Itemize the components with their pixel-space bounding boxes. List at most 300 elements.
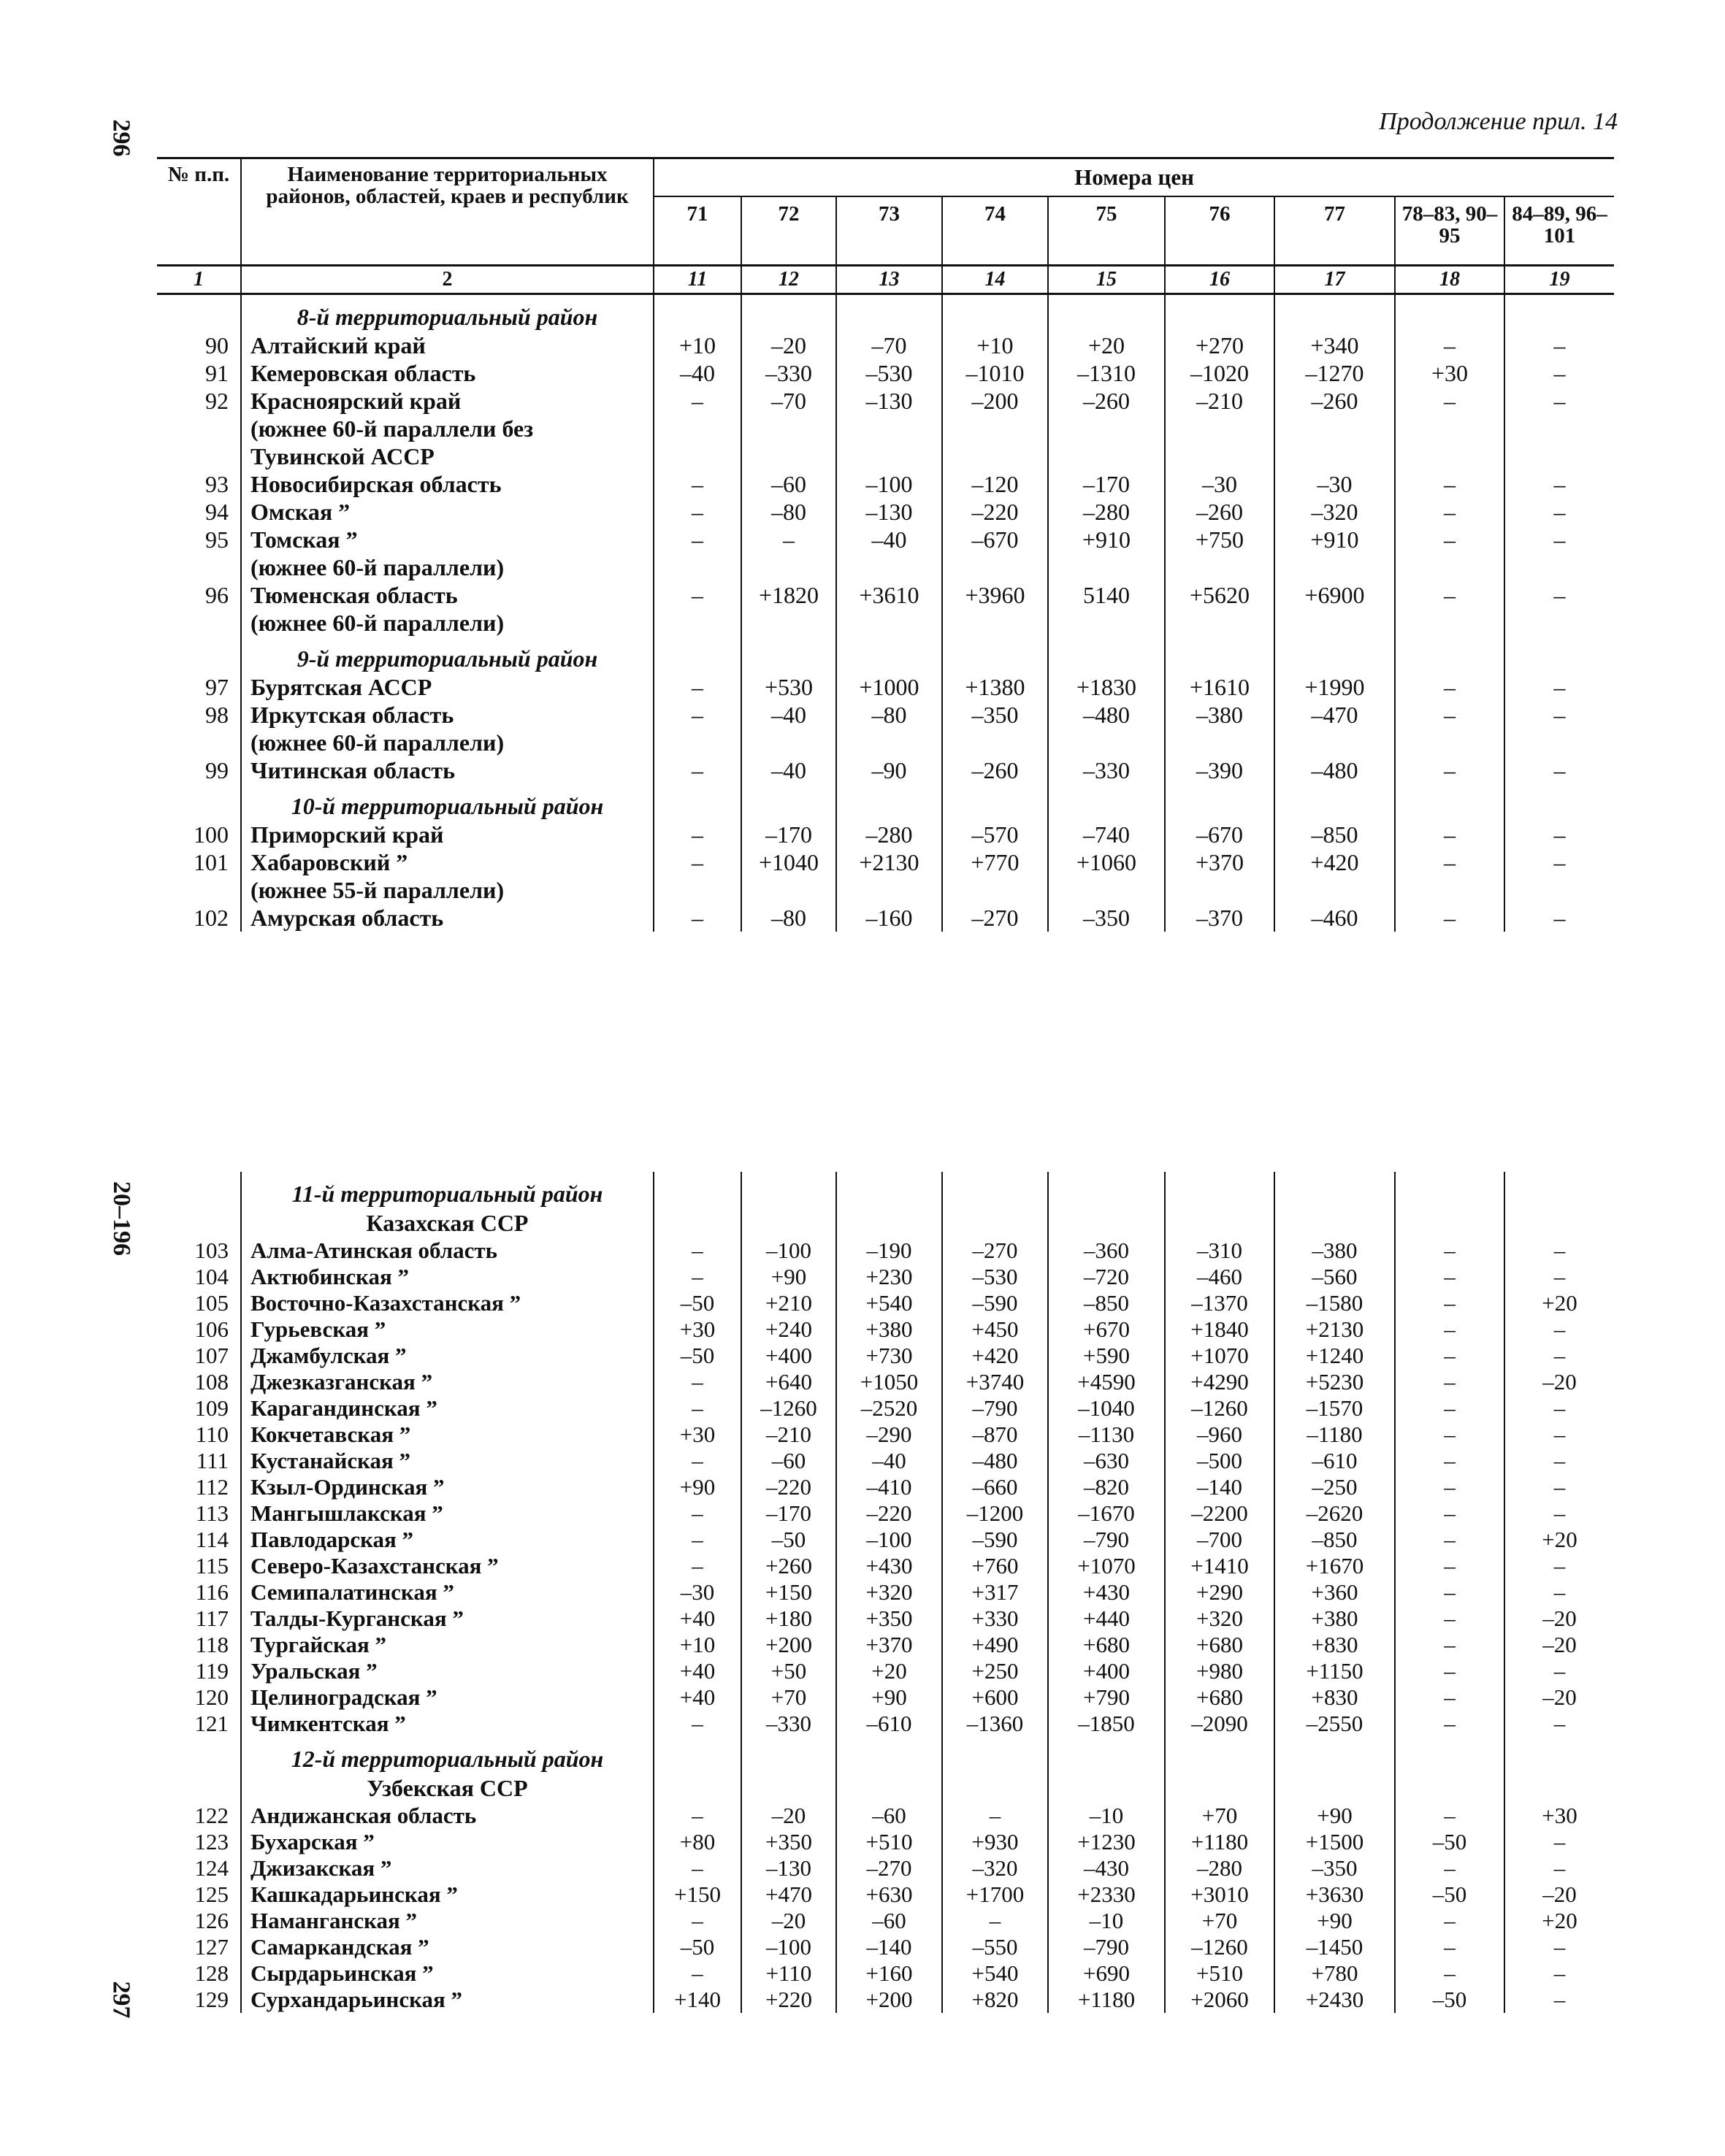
price-value: +1840 <box>1165 1316 1274 1343</box>
value-cell-empty <box>836 609 942 637</box>
index-cell-0: 1 <box>157 266 241 294</box>
price-value: –30 <box>654 1579 741 1606</box>
num-cell-empty <box>157 415 241 442</box>
value-cell-empty <box>1048 1172 1165 1208</box>
price-value: – <box>1395 1238 1504 1264</box>
table-row <box>157 581 1614 609</box>
price-value: +6900 <box>1274 581 1395 609</box>
table-row <box>157 1803 1614 1829</box>
region-name: Тургайская ” <box>241 1632 654 1658</box>
region-name: Бухарская ” <box>241 1829 654 1855</box>
price-value: +5620 <box>1165 581 1274 609</box>
row-number: 98 <box>205 702 229 728</box>
value-cell-empty <box>1274 876 1395 904</box>
price-value: +10 <box>942 331 1048 359</box>
row-number: 122 <box>194 1803 229 1828</box>
value-cell-empty <box>1504 1208 1614 1238</box>
region-name: Бурятская АССР <box>241 673 654 701</box>
price-value: –2200 <box>1165 1500 1274 1527</box>
price-value: – <box>1395 756 1504 784</box>
price-value: –320 <box>1274 498 1395 526</box>
value-cell-empty <box>1048 729 1165 756</box>
table-row <box>157 359 1614 387</box>
region-name: Алтайский край <box>241 331 654 359</box>
price-value: – <box>654 1395 741 1422</box>
price-value: +150 <box>741 1579 836 1606</box>
subsection-row <box>157 1208 1614 1238</box>
price-value: –60 <box>741 1448 836 1474</box>
price-value: –50 <box>654 1934 741 1960</box>
price-value: +20 <box>1504 1908 1614 1934</box>
row-number: 95 <box>205 526 229 553</box>
row-number: 123 <box>194 1829 229 1854</box>
continuation-row <box>157 553 1614 581</box>
num-cell-empty <box>157 876 241 904</box>
value-cell-empty <box>1504 1172 1614 1208</box>
value-cell-empty <box>836 637 942 673</box>
price-value: –610 <box>836 1711 942 1737</box>
price-value: +240 <box>741 1316 836 1343</box>
price-value: – <box>654 387 741 415</box>
num-cell-empty <box>157 553 241 581</box>
price-value: –360 <box>1048 1238 1165 1264</box>
value-cell-empty <box>654 1208 741 1238</box>
price-value: – <box>1504 1829 1614 1855</box>
price-value: +10 <box>654 1632 741 1658</box>
price-value: +3010 <box>1165 1881 1274 1908</box>
index-cell-7: 16 <box>1165 266 1274 294</box>
price-value: –250 <box>1274 1474 1395 1500</box>
row-number: 110 <box>195 1422 229 1447</box>
price-value: +820 <box>942 1987 1048 2013</box>
region-name: Кокчетавская ” <box>241 1422 654 1448</box>
price-value: –1040 <box>1048 1395 1165 1422</box>
price-value: +400 <box>1048 1658 1165 1684</box>
table-row <box>157 701 1614 729</box>
table-row <box>157 1527 1614 1553</box>
section-title: 10-й территориальный район <box>241 784 654 821</box>
value-cell-empty <box>942 442 1048 470</box>
price-value: –2520 <box>836 1395 942 1422</box>
price-value: +750 <box>1165 526 1274 553</box>
value-cell-empty <box>1395 415 1504 442</box>
price-value: +180 <box>741 1606 836 1632</box>
price-value: – <box>1504 1855 1614 1881</box>
value-cell-empty <box>1048 1737 1165 1773</box>
price-value: – <box>1504 359 1614 387</box>
price-value: +317 <box>942 1579 1048 1606</box>
price-value: +200 <box>836 1987 942 2013</box>
header-col-2: 73 <box>836 196 942 266</box>
price-value: – <box>1395 1803 1504 1829</box>
price-value: – <box>1504 1658 1614 1684</box>
value-cell-empty <box>1504 609 1614 637</box>
value-cell-empty <box>1048 415 1165 442</box>
region-name: Карагандинская ” <box>241 1395 654 1422</box>
value-cell-empty <box>741 637 836 673</box>
price-value: –480 <box>1274 756 1395 784</box>
region-name: Наманганская ” <box>241 1908 654 1934</box>
value-cell-empty <box>1395 876 1504 904</box>
value-cell-empty <box>1504 1737 1614 1773</box>
price-value: +670 <box>1048 1316 1165 1343</box>
price-value: –1200 <box>942 1500 1048 1527</box>
price-value: – <box>1504 701 1614 729</box>
region-name: Кустанайская ” <box>241 1448 654 1474</box>
price-value: – <box>1395 1934 1504 1960</box>
price-value: +430 <box>836 1553 942 1579</box>
price-value: –20 <box>1504 1632 1614 1658</box>
value-cell-empty <box>1274 1172 1395 1208</box>
num-cell-empty <box>157 1737 241 1773</box>
row-number: 111 <box>196 1448 229 1473</box>
table-row <box>157 331 1614 359</box>
price-value: –700 <box>1165 1527 1274 1553</box>
price-value: –270 <box>942 1238 1048 1264</box>
price-value: –480 <box>1048 701 1165 729</box>
region-note: (южнее 60-й параллели) <box>241 609 654 637</box>
price-value: – <box>654 1553 741 1579</box>
price-value: +330 <box>942 1606 1048 1632</box>
value-cell-empty <box>836 784 942 821</box>
table-row <box>157 1684 1614 1711</box>
value-cell-empty <box>1504 637 1614 673</box>
value-cell-empty <box>1048 1773 1165 1803</box>
value-cell-empty <box>1274 729 1395 756</box>
row-number: 102 <box>194 905 229 931</box>
price-value: – <box>1395 581 1504 609</box>
continuation-row <box>157 876 1614 904</box>
price-value: +1150 <box>1274 1658 1395 1684</box>
price-value: +20 <box>1504 1527 1614 1553</box>
price-value: – <box>1395 1632 1504 1658</box>
price-value: –70 <box>741 387 836 415</box>
table-row <box>157 1238 1614 1264</box>
price-value: +50 <box>741 1658 836 1684</box>
region-name: Мангышлакская ” <box>241 1500 654 1527</box>
value-cell-empty <box>1395 1172 1504 1208</box>
region-name: Читинская область <box>241 756 654 784</box>
price-value: +150 <box>654 1881 741 1908</box>
value-cell-empty <box>654 729 741 756</box>
price-value: – <box>654 848 741 876</box>
price-value: – <box>1504 756 1614 784</box>
region-name: Талды-Курганская ” <box>241 1606 654 1632</box>
table-row <box>157 387 1614 415</box>
value-cell-empty <box>1048 442 1165 470</box>
price-value: – <box>1504 581 1614 609</box>
price-value: +70 <box>741 1684 836 1711</box>
price-value: – <box>654 1238 741 1264</box>
price-value: – <box>1395 821 1504 848</box>
price-value: – <box>1504 1960 1614 1987</box>
value-cell-empty <box>741 876 836 904</box>
price-value: –460 <box>1165 1264 1274 1290</box>
price-value: +1230 <box>1048 1829 1165 1855</box>
num-cell-empty <box>157 1208 241 1238</box>
price-value: –380 <box>1165 701 1274 729</box>
row-number: 128 <box>194 1960 229 1986</box>
price-value: –10 <box>1048 1803 1165 1829</box>
index-cell-10: 19 <box>1504 266 1614 294</box>
price-value: –140 <box>1165 1474 1274 1500</box>
value-cell-empty <box>836 294 942 332</box>
price-value: – <box>1395 904 1504 932</box>
price-value: –50 <box>654 1290 741 1316</box>
value-cell-empty <box>836 729 942 756</box>
row-number: 112 <box>195 1474 229 1500</box>
num-cell-empty <box>157 784 241 821</box>
price-value: –270 <box>836 1855 942 1881</box>
value-cell-empty <box>1395 784 1504 821</box>
price-value: +510 <box>836 1829 942 1855</box>
price-value: – <box>1504 1987 1614 2013</box>
price-value: +540 <box>836 1290 942 1316</box>
value-cell-empty <box>1274 415 1395 442</box>
region-name: Кашкадарьинская ” <box>241 1881 654 1908</box>
price-value: –1450 <box>1274 1934 1395 1960</box>
price-value: –820 <box>1048 1474 1165 1500</box>
value-cell-empty <box>1165 1737 1274 1773</box>
price-value: – <box>654 1448 741 1474</box>
price-value: +320 <box>1165 1606 1274 1632</box>
header-name: Наименование территориальных районов, областей, краев и республик <box>241 158 654 266</box>
value-cell-empty <box>942 729 1048 756</box>
header-col-0: 71 <box>654 196 741 266</box>
header-group: Номера цен <box>654 158 1614 197</box>
price-value: +1070 <box>1165 1343 1274 1369</box>
region-name: Кемеровская область <box>241 359 654 387</box>
price-value: – <box>1395 1343 1504 1369</box>
row-number: 93 <box>205 471 229 497</box>
value-cell-empty <box>1165 294 1274 332</box>
value-cell-empty <box>836 1208 942 1238</box>
price-value: – <box>1504 1238 1614 1264</box>
row-number: 101 <box>194 849 229 875</box>
price-value: –270 <box>942 904 1048 932</box>
price-value: +80 <box>654 1829 741 1855</box>
price-value: – <box>1504 498 1614 526</box>
value-cell-empty <box>836 442 942 470</box>
price-value: – <box>1395 1960 1504 1987</box>
price-value: –40 <box>741 701 836 729</box>
index-cell-9: 18 <box>1395 266 1504 294</box>
price-value: – <box>1504 848 1614 876</box>
price-value: –260 <box>1165 498 1274 526</box>
price-value: –80 <box>741 498 836 526</box>
value-cell-empty <box>1165 1773 1274 1803</box>
price-value: –170 <box>1048 470 1165 498</box>
price-value: +90 <box>836 1684 942 1711</box>
header-col-7: 78–83, 90–95 <box>1395 196 1504 266</box>
value-cell-empty <box>1048 553 1165 581</box>
value-cell-empty <box>1274 637 1395 673</box>
value-cell-empty <box>1274 609 1395 637</box>
price-value: – <box>654 498 741 526</box>
price-value: –1670 <box>1048 1500 1165 1527</box>
price-value: –500 <box>1165 1448 1274 1474</box>
price-value: –100 <box>741 1238 836 1264</box>
price-value: –190 <box>836 1238 942 1264</box>
price-value: –80 <box>741 904 836 932</box>
row-number: 124 <box>194 1855 229 1881</box>
section-title: 9-й территориальный район <box>241 637 654 673</box>
price-value: –790 <box>1048 1527 1165 1553</box>
value-cell-empty <box>942 1737 1048 1773</box>
num-cell-empty <box>157 1773 241 1803</box>
num-cell-empty <box>157 637 241 673</box>
table-row <box>157 904 1614 932</box>
price-value: –1270 <box>1274 359 1395 387</box>
region-name: Чимкентская ” <box>241 1711 654 1737</box>
value-cell-empty <box>1395 442 1504 470</box>
price-value: – <box>1504 1422 1614 1448</box>
region-name: Самаркандская ” <box>241 1934 654 1960</box>
price-value: +830 <box>1274 1632 1395 1658</box>
value-cell-empty <box>836 415 942 442</box>
num-cell-empty <box>157 609 241 637</box>
price-value: +470 <box>741 1881 836 1908</box>
region-name: Джизакская ” <box>241 1855 654 1881</box>
price-value: –1360 <box>942 1711 1048 1737</box>
value-cell-empty <box>654 553 741 581</box>
value-cell-empty <box>1048 609 1165 637</box>
row-number: 108 <box>194 1369 229 1395</box>
region-note: Тувинской АССР <box>241 442 654 470</box>
price-value: +420 <box>942 1343 1048 1369</box>
price-value: – <box>654 904 741 932</box>
price-value: –350 <box>1274 1855 1395 1881</box>
price-value: +1040 <box>741 848 836 876</box>
price-value: –20 <box>1504 1606 1614 1632</box>
price-value: –480 <box>942 1448 1048 1474</box>
table-row <box>157 1579 1614 1606</box>
sheet-code: 20–196 <box>108 1181 135 1256</box>
price-value: – <box>1395 1658 1504 1684</box>
index-cell-4: 13 <box>836 266 942 294</box>
value-cell-empty <box>1165 442 1274 470</box>
price-value: +1050 <box>836 1369 942 1395</box>
price-value: –320 <box>942 1855 1048 1881</box>
table-row <box>157 1881 1614 1908</box>
price-value: –1370 <box>1165 1290 1274 1316</box>
price-value: +30 <box>654 1316 741 1343</box>
value-cell-empty <box>654 1172 741 1208</box>
price-value: +370 <box>836 1632 942 1658</box>
value-cell-empty <box>942 1208 1048 1238</box>
price-value: –30 <box>1165 470 1274 498</box>
price-value: +430 <box>1048 1579 1165 1606</box>
price-value: +3740 <box>942 1369 1048 1395</box>
price-value: –660 <box>942 1474 1048 1500</box>
price-value: –530 <box>942 1264 1048 1290</box>
price-value: –220 <box>836 1500 942 1527</box>
price-value: –1180 <box>1274 1422 1395 1448</box>
price-value: –560 <box>1274 1264 1395 1290</box>
value-cell-empty <box>1274 1208 1395 1238</box>
continuation-row <box>157 442 1614 470</box>
price-value: +2130 <box>1274 1316 1395 1343</box>
price-value: +30 <box>1504 1803 1614 1829</box>
price-value: – <box>1504 1264 1614 1290</box>
row-number: 126 <box>194 1908 229 1933</box>
row-number: 109 <box>194 1395 229 1421</box>
price-value: +220 <box>741 1987 836 2013</box>
price-value: +1500 <box>1274 1829 1395 1855</box>
price-value: –610 <box>1274 1448 1395 1474</box>
region-name: Томская ” <box>241 526 654 553</box>
row-number: 97 <box>205 674 229 700</box>
price-value: –280 <box>1165 1855 1274 1881</box>
region-name: Омская ” <box>241 498 654 526</box>
table-row <box>157 1264 1614 1290</box>
price-value: – <box>1395 498 1504 526</box>
price-value: –390 <box>1165 756 1274 784</box>
value-cell-empty <box>1395 1737 1504 1773</box>
price-value: +730 <box>836 1343 942 1369</box>
price-value: –170 <box>741 1500 836 1527</box>
price-value: – <box>1504 904 1614 932</box>
table-row <box>157 1606 1614 1632</box>
price-value: –20 <box>741 1803 836 1829</box>
index-cell-5: 14 <box>942 266 1048 294</box>
price-value: +20 <box>1504 1290 1614 1316</box>
price-value: – <box>1504 1579 1614 1606</box>
header-num: № п.п. <box>167 163 230 186</box>
value-cell-empty <box>1165 609 1274 637</box>
price-value: – <box>654 1908 741 1934</box>
table-row <box>157 1422 1614 1448</box>
price-value: –1850 <box>1048 1711 1165 1737</box>
price-value: –170 <box>741 821 836 848</box>
price-value: +160 <box>836 1960 942 1987</box>
value-cell-empty <box>836 876 942 904</box>
value-cell-empty <box>1165 415 1274 442</box>
price-value: – <box>1395 848 1504 876</box>
price-value: +250 <box>942 1658 1048 1684</box>
price-value: –290 <box>836 1422 942 1448</box>
subsection-row <box>157 1773 1614 1803</box>
price-value: – <box>942 1908 1048 1934</box>
row-number: 107 <box>194 1343 229 1368</box>
price-value: –60 <box>836 1803 942 1829</box>
price-value: –200 <box>942 387 1048 415</box>
price-value: +1070 <box>1048 1553 1165 1579</box>
price-value: –470 <box>1274 701 1395 729</box>
table-row <box>157 848 1614 876</box>
value-cell-empty <box>1274 294 1395 332</box>
price-value: –460 <box>1274 904 1395 932</box>
price-value: –630 <box>1048 1448 1165 1474</box>
price-value: –550 <box>942 1934 1048 1960</box>
value-cell-empty <box>1504 729 1614 756</box>
num-cell-empty <box>157 294 241 332</box>
price-value: – <box>1395 387 1504 415</box>
price-value: –1570 <box>1274 1395 1395 1422</box>
price-value: – <box>1504 526 1614 553</box>
price-value: –40 <box>836 1448 942 1474</box>
price-value: –850 <box>1274 1527 1395 1553</box>
price-value: – <box>654 1264 741 1290</box>
value-cell-empty <box>741 1773 836 1803</box>
price-value: – <box>654 1500 741 1527</box>
price-value: – <box>654 1803 741 1829</box>
price-value: – <box>1395 1422 1504 1448</box>
section-row <box>157 1172 1614 1208</box>
region-name: Красноярский край <box>241 387 654 415</box>
price-value: –50 <box>1395 1987 1504 2013</box>
value-cell-empty <box>942 553 1048 581</box>
